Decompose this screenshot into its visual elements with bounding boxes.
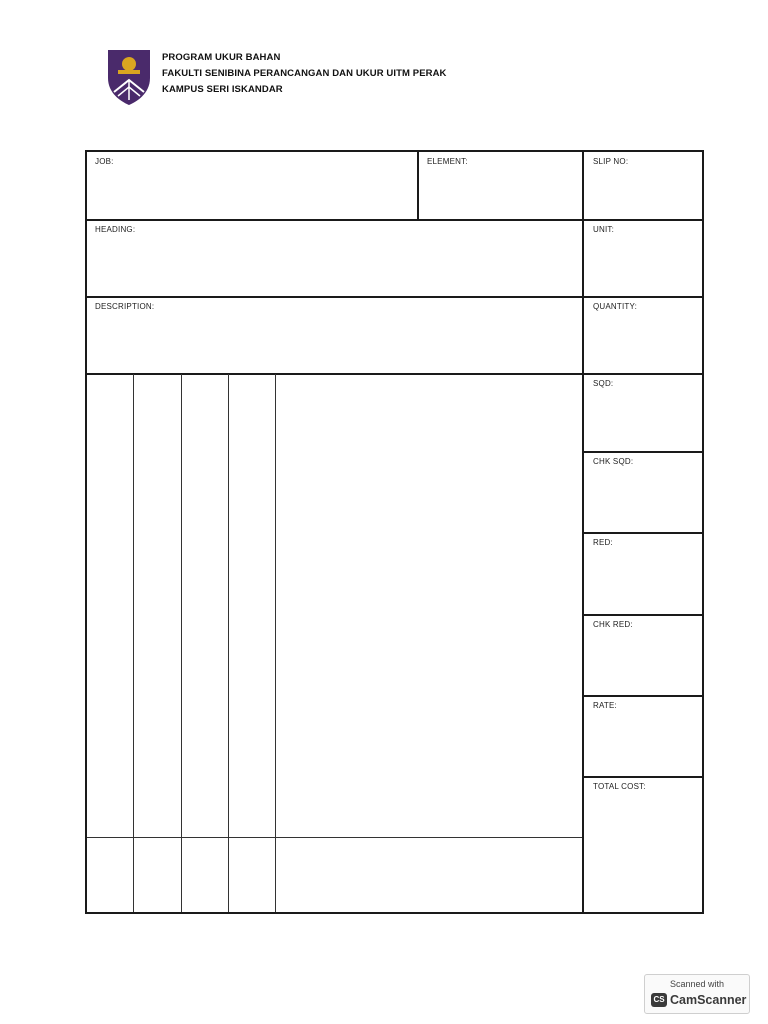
element-label: ELEMENT: <box>427 157 468 166</box>
camscanner-brand: CamScanner <box>670 993 747 1007</box>
chk-sqd-label: CHK SQD: <box>593 457 634 466</box>
dimension-sheet-form <box>85 150 704 914</box>
col-divider-1 <box>133 374 134 912</box>
unit-label: UNIT: <box>593 225 614 234</box>
row-divider-chk-red <box>583 695 702 697</box>
row-divider-sqd <box>583 451 702 453</box>
header-block <box>162 50 447 98</box>
sqd-label: SQD: <box>593 379 614 388</box>
col-divider-4 <box>275 374 276 912</box>
row-divider-red <box>583 614 702 616</box>
scanned-with-text: Scanned with <box>669 979 725 989</box>
row-divider-job <box>87 219 702 221</box>
rate-label: RATE: <box>593 701 617 710</box>
row-divider-description <box>87 373 702 375</box>
description-label: DESCRIPTION: <box>95 302 155 311</box>
camscanner-watermark <box>644 974 750 1014</box>
faculty-title: FAKULTI SENIBINA PERANCANGAN DAN UKUR UITM PERAK <box>162 68 447 79</box>
total-cost-label: TOTAL COST: <box>593 782 646 791</box>
heading-label: HEADING: <box>95 225 136 234</box>
quantity-label: QUANTITY: <box>593 302 638 311</box>
camscanner-icon: CS <box>651 993 667 1007</box>
university-logo <box>106 48 152 106</box>
slip-no-label: SLIP NO: <box>593 157 629 166</box>
campus-title: KAMPUS SERI ISKANDAR <box>162 84 283 95</box>
red-label: RED: <box>593 538 613 547</box>
job-label: JOB: <box>95 157 114 166</box>
col-divider-2 <box>181 374 182 912</box>
row-divider-rate <box>583 776 702 778</box>
row-divider-chk-sqd <box>583 532 702 534</box>
program-title: PROGRAM UKUR BAHAN <box>162 52 281 63</box>
row-divider-footer <box>87 837 583 838</box>
chk-red-label: CHK RED: <box>593 620 633 629</box>
col-divider-job-element <box>417 152 419 219</box>
col-divider-right-panel <box>582 152 584 912</box>
row-divider-heading <box>87 296 702 298</box>
col-divider-3 <box>228 374 229 912</box>
